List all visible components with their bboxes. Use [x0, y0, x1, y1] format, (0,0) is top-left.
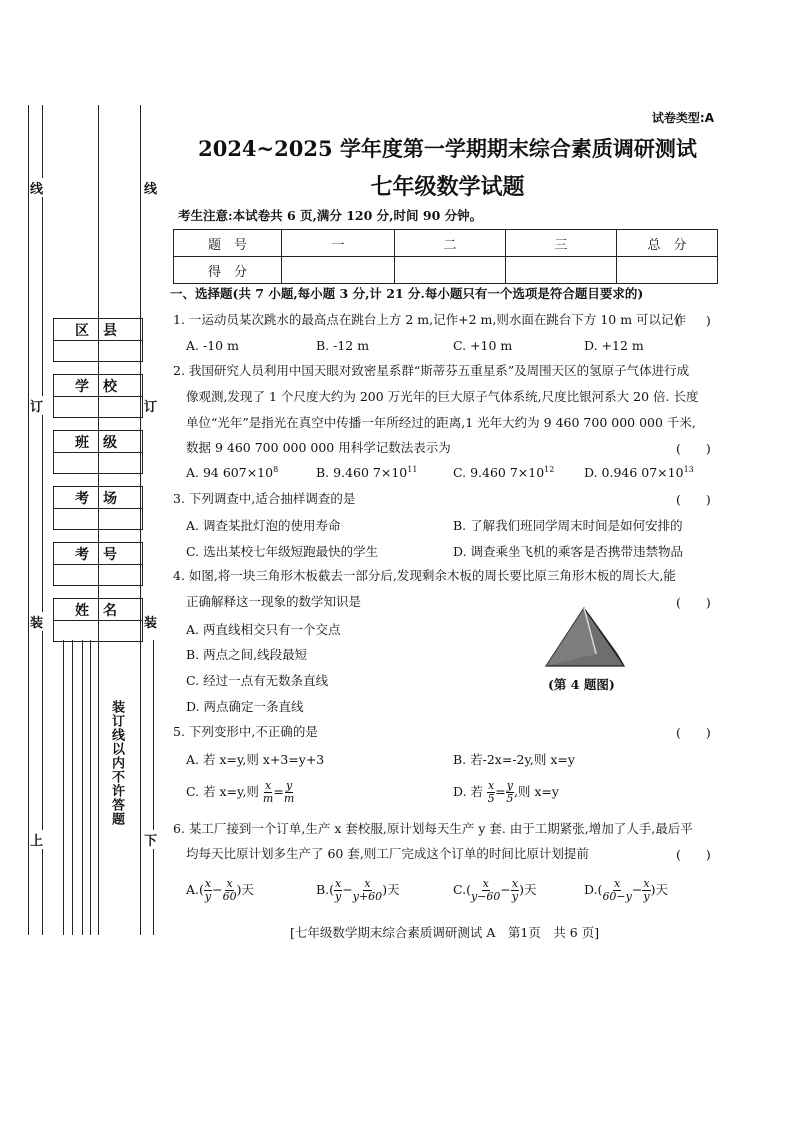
score-row-label: 得 分 [174, 257, 282, 284]
info-field-exam-number[interactable] [53, 542, 143, 586]
info-field-label: 考号 [54, 543, 142, 565]
question-2-line: 单位“光年”是指光在真空中传播一年所经过的距离,1 光年大约为 9 460 700 000 000 千米, [186, 415, 696, 430]
exam-notice: 考生注意:本试卷共 6 页,满分 120 分,时间 90 分钟。 [178, 208, 483, 223]
margin-line-char: 线 [30, 178, 43, 197]
option-c: C.( $\frac{x}{y-60}$ − $\frac{x}{y}$ )天 [453, 877, 537, 903]
info-field-label: 区县 [54, 319, 142, 341]
option-b: B. 了解我们班同学周末时间是如何安排的 [453, 518, 683, 533]
question-4-line: 正确解释这一现象的数学知识是 [186, 594, 362, 609]
score-table-header-row [174, 230, 718, 257]
option-b: B. 若-2x=-2y,则 x=y [453, 752, 575, 767]
margin-shang-char: 上 [30, 830, 43, 849]
info-field-exam-room[interactable] [53, 486, 143, 530]
question-2-line: 像观测,发现了 1 个尺度大约为 200 万光年的巨大原子气体系统,尺度比银河系大 20 倍. 长度 [186, 389, 699, 404]
question-5-text: 5. 下列变形中,不正确的是 [173, 724, 318, 739]
option-d: D. 调查乘坐飞机的乘客是否携带违禁物品 [453, 544, 684, 559]
info-field-label: 考场 [54, 487, 142, 509]
question-1-text: 1. 一运动员某次跳水的最高点在跳台上方 2 m,记作+2 m,则水面在跳台下方 10 m 可以记作 [173, 312, 687, 327]
option-d: D. 两点确定一条直线 [186, 699, 304, 714]
page-subtitle: 七年级数学试题 [370, 174, 525, 200]
option-a: A. 调查某批灯泡的使用寿命 [186, 518, 341, 533]
info-field-class[interactable] [53, 430, 143, 474]
answer-paren[interactable]: ( ) [676, 595, 711, 610]
margin-ding-char: 订 [30, 396, 43, 415]
margin-line-char: 线 [144, 178, 157, 197]
info-field-label: 班级 [54, 431, 142, 453]
margin-border-line [28, 105, 29, 935]
margin-zhuang-char: 装 [30, 612, 43, 631]
option-c: C. 选出某校七年级短跑最快的学生 [186, 544, 379, 559]
option-b: B.( $\frac{x}{y}$ − $\frac{x}{y+60}$ )天 [316, 877, 400, 903]
score-table-score-row [174, 257, 718, 284]
info-field-name[interactable] [53, 598, 143, 642]
page-title: 2024~2025 学年度第一学期期末综合素质调研测试 [198, 136, 697, 161]
question-6-line: 6. 某工厂接到一个订单,生产 x 套校服,原计划每天生产 y 套. 由于工期紧张,增加了人手,最后平 [173, 821, 693, 836]
score-input-cell[interactable] [506, 257, 617, 284]
score-input-cell[interactable] [617, 257, 718, 284]
option-d: D. 若 $\frac{x}{5}$ = $\frac{y}{5}$ ,则 x=y [453, 779, 559, 805]
info-field-label: 姓名 [54, 599, 142, 621]
answer-paren[interactable]: ( ) [676, 492, 711, 507]
option-b: B. 两点之间,线段最短 [186, 647, 308, 662]
option-a: A. 两直线相交只有一个交点 [186, 622, 341, 637]
option-c: C. 9.460 $7\times 10^{12}$ [453, 465, 555, 481]
option-b: B. -12 m [316, 338, 370, 353]
margin-border-line [82, 640, 83, 935]
binding-vertical-notice: 装订线以内不许答题 [109, 700, 124, 826]
option-a: A. 94 $607\times 10^8$ [186, 465, 279, 481]
option-d: D.( $\frac{x}{60-y}$ − $\frac{x}{y}$ )天 [584, 877, 668, 903]
question-6-line: 均每天比原计划多生产了 60 套,则工厂完成这个订单的时间比原计划提前 [186, 846, 589, 861]
question-3-text: 3. 下列调查中,适合抽样调查的是 [173, 491, 356, 506]
margin-xia-char: 下 [144, 830, 157, 849]
score-input-cell[interactable] [395, 257, 506, 284]
answer-paren[interactable]: ( ) [676, 725, 711, 740]
margin-ding-char: 订 [144, 396, 157, 415]
margin-zhuang-char: 装 [144, 612, 157, 631]
figure-caption: (第 4 题图) [548, 677, 615, 692]
option-a: A.( $\frac{x}{y}$ − $\frac{x}{60}$ )天 [186, 877, 254, 903]
question-2-line: 2. 我国研究人员利用中国天眼对致密星系群“斯蒂芬五重星系”及周围天区的氢原子气体进行成 [173, 363, 690, 378]
option-a: A. -10 m [186, 338, 239, 353]
margin-border-line [72, 640, 73, 935]
answer-paren[interactable]: ( ) [676, 441, 711, 456]
info-field-label: 学校 [54, 375, 142, 397]
answer-paren[interactable]: ( ) [676, 847, 711, 862]
score-header-cell: 三 [506, 230, 617, 257]
option-c: C. +10 m [453, 338, 513, 353]
paper-type-label: 试卷类型:A [651, 111, 714, 125]
info-field-school[interactable] [53, 374, 143, 418]
margin-border-line [90, 640, 91, 935]
score-header-cell: 二 [395, 230, 506, 257]
score-header-cell: 一 [282, 230, 395, 257]
margin-border-line [42, 105, 43, 935]
score-table [173, 229, 718, 284]
score-input-cell[interactable] [282, 257, 395, 284]
margin-border-line [153, 640, 154, 935]
option-c: C. 若 x=y,则 $\frac{x}{m}$ = $\frac{y}{m}$ [186, 779, 295, 805]
score-header-cell: 总 分 [617, 230, 718, 257]
option-d: D. +12 m [584, 338, 644, 353]
triangle-board-figure [540, 606, 630, 670]
option-c: C. 经过一点有无数条直线 [186, 673, 329, 688]
section-heading: 一、选择题(共 7 小题,每小题 3 分,计 21 分.每小题只有一个选项是符合题目要求的) [170, 286, 644, 301]
option-b: B. 9.460 $7\times 10^{11}$ [316, 465, 418, 481]
margin-border-line [63, 640, 64, 935]
answer-paren[interactable]: ( ) [676, 313, 711, 328]
score-header-cell: 题 号 [174, 230, 282, 257]
question-4-line: 4. 如图,将一块三角形木板截去一部分后,发现剩余木板的周长要比原三角形木板的周长大,能 [173, 568, 676, 583]
info-field-district[interactable] [53, 318, 143, 362]
page-footer: [七年级数学期末综合素质调研测试 A 第1页 共 6 页] [290, 925, 600, 940]
option-d: D. 0.946 $07\times 10^{13}$ [584, 465, 694, 481]
question-2-line: 数据 9 460 700 000 000 用科学记数法表示为 [186, 440, 451, 455]
option-a: A. 若 x=y,则 x+3=y+3 [186, 752, 325, 767]
